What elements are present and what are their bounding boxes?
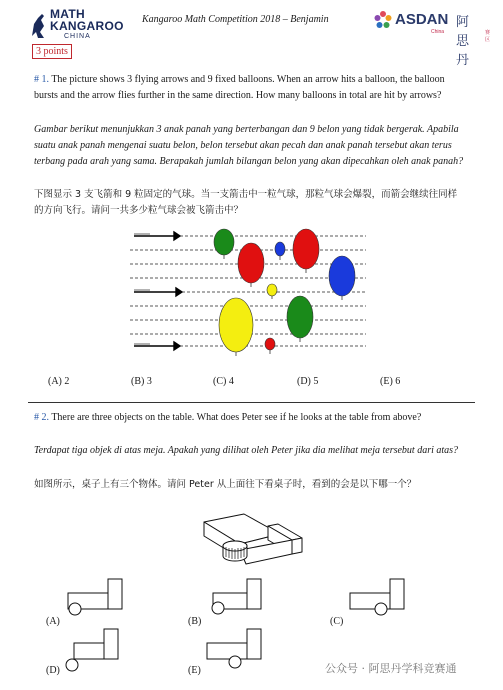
q2-option-d-figure[interactable] — [62, 628, 124, 674]
q2-option-a-figure[interactable] — [66, 578, 124, 618]
q2-option-a[interactable]: (A) — [46, 616, 60, 627]
asdan-flower-icon — [373, 10, 393, 30]
q1-number: # 1. — [34, 74, 49, 85]
balloon-red-1 — [238, 243, 264, 283]
balloon-yellow-small — [267, 284, 277, 296]
q2-text-ms: Terdapat tiga objek di atas meja. Apakah yang dilihat oleh Peter jika dia melihat meja tersebut dari atas? — [34, 445, 459, 456]
logo-line3: CHINA — [64, 33, 91, 40]
logo-line1: MATH — [50, 7, 85, 21]
q1-option-c[interactable]: (C) 4 — [213, 376, 234, 387]
q1-text-cn: 下图显示 3 支飞箭和 9 粒固定的气球。当一支箭击中一粒气球，那粒气球会爆裂，而箭会继续往同样的方向飞行。请问一共多少粒气球会被飞箭击中？ — [34, 189, 458, 216]
logo-line2: KANGAROO — [50, 19, 124, 33]
q1-option-b[interactable]: (B) 3 — [131, 376, 152, 387]
balloon-green-2 — [287, 296, 313, 338]
points-badge: 3 points — [32, 44, 72, 59]
q2-text-cn: 如图所示，桌子上有三个物体。请问 Peter 从上面往下看桌子时，看到的会是以下哪一个？ — [34, 479, 417, 490]
q2-text-en: # 2. There are three objects on the table. What does Peter see if he looks at the table from above? — [34, 412, 422, 423]
q1-option-a[interactable]: (A) 2 — [48, 376, 70, 387]
q2-option-e-figure[interactable] — [205, 628, 267, 674]
q2-option-e[interactable]: (E) — [188, 665, 201, 676]
balloon-red-small — [265, 338, 275, 350]
q2-option-d[interactable]: (D) — [46, 665, 60, 676]
asdan-word: ASDAN — [395, 11, 449, 28]
balloon-green-1 — [214, 229, 234, 255]
page-title: Kangaroo Math Competition 2018 – Benjamin — [142, 14, 329, 25]
section-divider — [28, 402, 475, 403]
q2-option-c[interactable]: (C) — [330, 616, 344, 627]
q1-text-en: # 1. The picture shows 3 flying arrows and 9 fixed balloons. When an arrow hits a balloon, the balloon bursts and the arrow flies further in the same direction. How many balloons in total are hit by arrows? — [34, 74, 445, 101]
q2-option-c-figure[interactable] — [348, 578, 410, 618]
asdan-cn: 阿思丹 — [456, 15, 470, 68]
balloon-red-2 — [293, 229, 319, 269]
q2-option-b-figure[interactable] — [205, 578, 267, 618]
balloon-blue-small — [275, 242, 285, 256]
q1-option-d[interactable]: (D) 5 — [297, 376, 319, 387]
q1-text-ms: Gambar berikut menunjukkan 3 anak panah yang berterbangan dan 9 belon yang tidak bergerak. Apabila suatu anak panah mengenai suatu belon, belon tersebut akan pecah dan anak panah tersebut akan terus terbang pada arah yang sama. Berapakah jumlah bilangan belon yang akan dipecahkan oleh anak panah? — [34, 124, 464, 167]
q2-number: # 2. — [34, 412, 49, 423]
balloon-blue-large — [329, 256, 355, 296]
kangaroo-icon — [28, 10, 48, 40]
watermark: 公众号 · 阿思丹学科竞赛通 — [325, 662, 457, 675]
q1-option-e[interactable]: (E) 6 — [380, 376, 401, 387]
q2-objects-figure — [198, 508, 310, 570]
math-kangaroo-logo — [30, 8, 130, 42]
asdan-sub1: China — [431, 29, 445, 35]
q2-option-b[interactable]: (B) — [188, 616, 202, 627]
q1-balloon-figure — [130, 226, 370, 356]
balloon-yellow-large — [219, 298, 253, 352]
asdan-sub2: 赛区 — [485, 30, 491, 43]
